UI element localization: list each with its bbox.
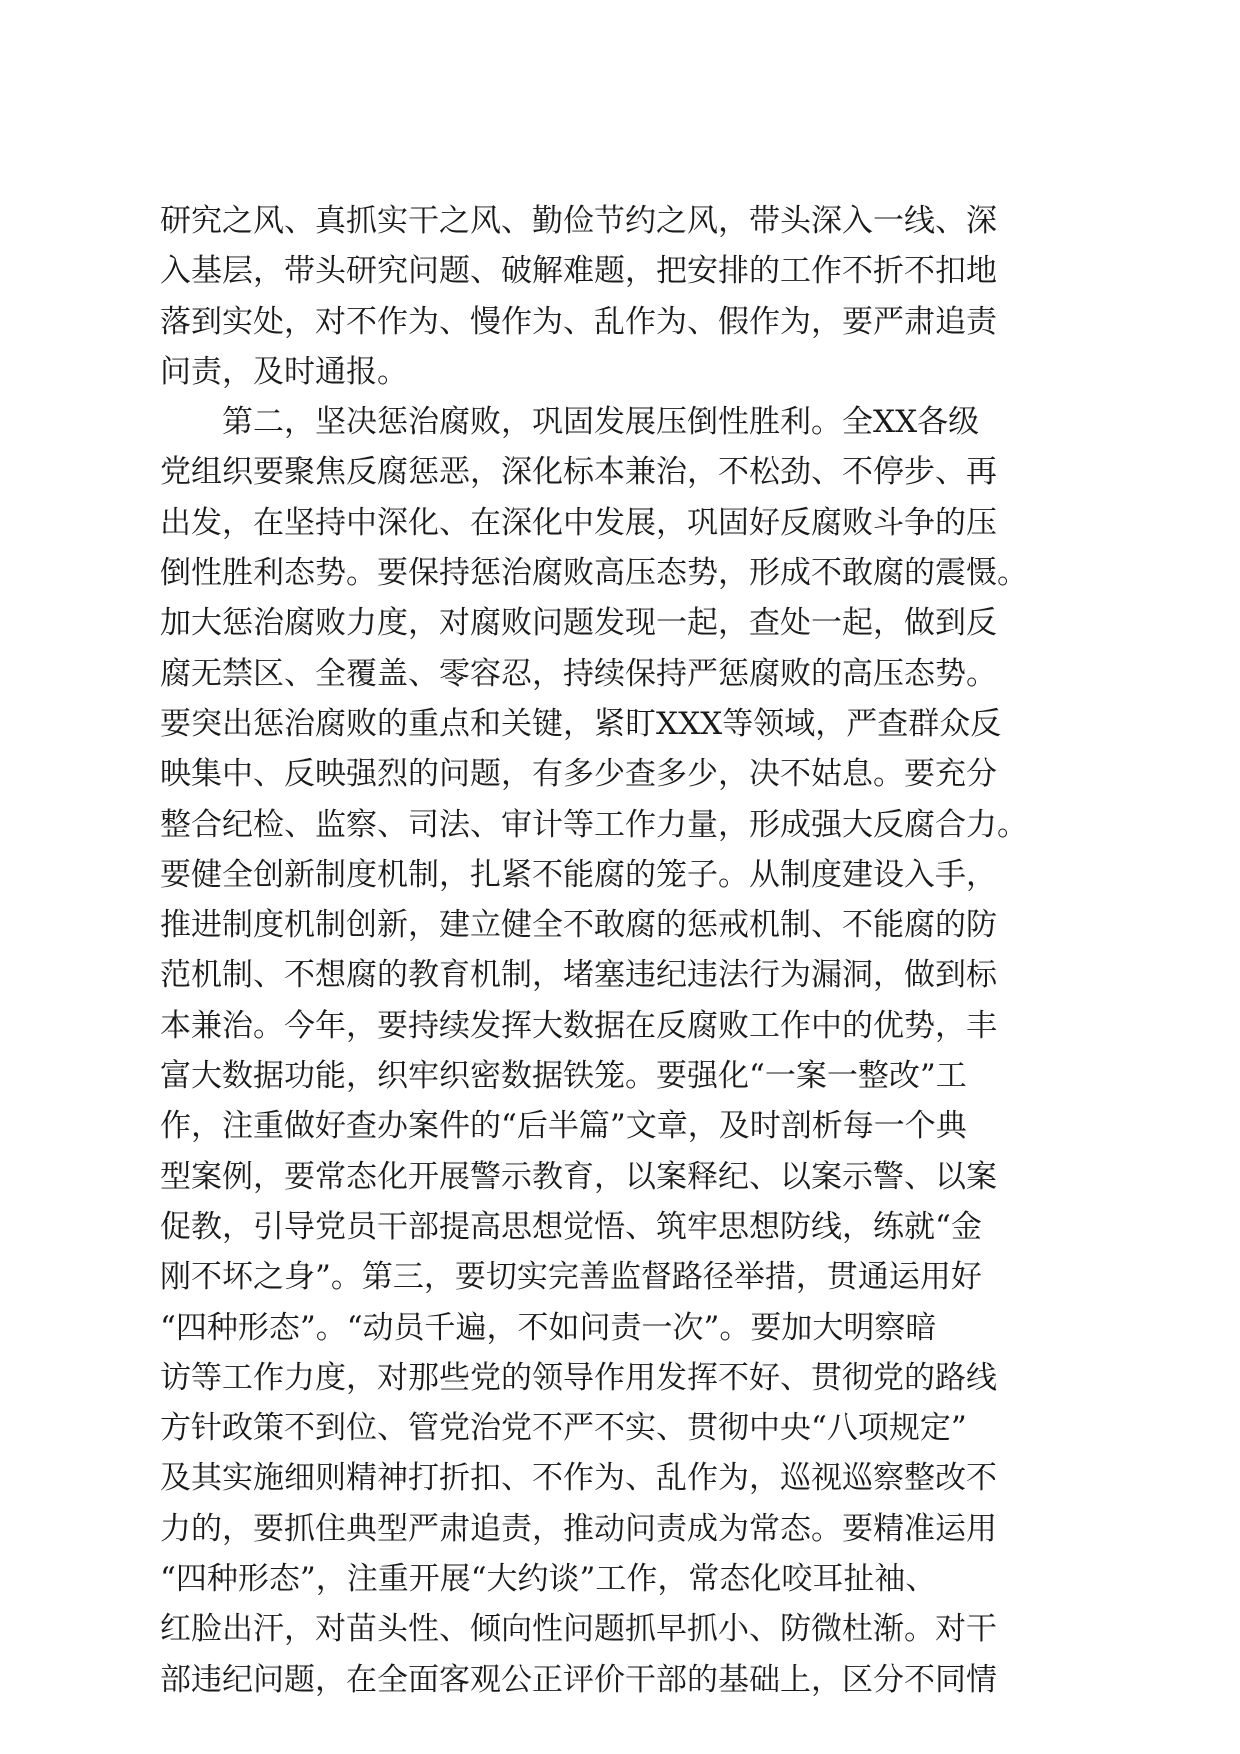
text-line: 红脸出汗，对苗头性、倾向性问题抓早抓小、防微杜渐。对干 xyxy=(160,1611,997,1648)
text-line: 入基层，带头研究问题、破解难题，把安排的工作不折不扣地 xyxy=(160,253,997,290)
text-line: 加大惩治腐败力度，对腐败问题发现一起，查处一起，做到反 xyxy=(160,605,997,642)
text-line: 研究之风、真抓实干之风、勤俭节约之风，带头深入一线、深 xyxy=(160,203,997,239)
text-line: 型案例，要常态化开展警示教育，以案释纪、以案示警、以案 xyxy=(160,1158,997,1195)
text-line: 作，注重做好查办案件的“后半篇”文章，及时剖析每一个典 xyxy=(160,1108,967,1145)
text-line: 党组织要聚焦反腐惩恶，深化标本兼治，不松劲、不停步、再 xyxy=(160,454,997,491)
text-line: 部违纪问题，在全面客观公正评价干部的基础上，区分不同情 xyxy=(160,1661,997,1698)
text-line: 倒性胜利态势。要保持惩治腐败高压态势，形成不敢腐的震慑。 xyxy=(160,555,1028,592)
text-line: 映集中、反映强烈的问题，有多少查多少，决不姑息。要充分 xyxy=(160,756,997,793)
text-line: 推进制度机制创新，建立健全不敢腐的惩戒机制、不能腐的防 xyxy=(160,907,997,944)
text-line: 方针政策不到位、管党治党不严不实、贯彻中央“八项规定” xyxy=(160,1410,967,1447)
text-line: 第二，坚决惩治腐败，巩固发展压倒性胜利。全XX各级 xyxy=(160,404,980,441)
text-line: 整合纪检、监察、司法、审计等工作力量，形成强大反腐合力。 xyxy=(160,806,1028,843)
body-text xyxy=(160,196,1090,1705)
text-line: 落到实处，对不作为、慢作为、乱作为、假作为，要严肃追责 xyxy=(160,303,997,340)
text-line: “四种形态”，注重开展“大约谈”工作，常态化咬耳扯袖、 xyxy=(160,1561,937,1598)
text-line: 及其实施细则精神打折扣、不作为、乱作为，巡视巡察整改不 xyxy=(160,1460,997,1497)
text-line: 力的，要抓住典型严肃追责，推动问责成为常态。要精准运用 xyxy=(160,1510,997,1547)
text-line: 范机制、不想腐的教育机制，堵塞违纪违法行为漏洞，做到标 xyxy=(160,957,997,994)
text-line: “四种形态”。“动员千遍，不如问责一次”。要加大明察暗 xyxy=(160,1309,937,1346)
text-line: 刚不坏之身”。第三，要切实完善监督路径举措，贯通运用好 xyxy=(160,1259,982,1296)
text-line: 促教，引导党员干部提高思想觉悟、筑牢思想防线，练就“金 xyxy=(160,1208,982,1245)
text-line: 要健全创新制度机制，扎紧不能腐的笼子。从制度建设入手， xyxy=(160,856,997,893)
text-line: 腐无禁区、全覆盖、零容忍，持续保持严惩腐败的高压态势。 xyxy=(160,655,997,692)
text-line: 要突出惩治腐败的重点和关键，紧盯XXX等领域，严查群众反 xyxy=(160,705,1002,742)
text-line: 访等工作力度，对那些党的领导作用发挥不好、贯彻党的路线 xyxy=(160,1359,997,1396)
text-line: 富大数据功能，织牢织密数据铁笼。要强化“一案一整改”工 xyxy=(160,1058,967,1095)
text-line: 本兼治。今年，要持续发挥大数据在反腐败工作中的优势，丰 xyxy=(160,1007,997,1044)
text-line: 出发，在坚持中深化、在深化中发展，巩固好反腐败斗争的压 xyxy=(160,504,997,541)
text-line: 问责，及时通报。 xyxy=(160,353,408,390)
